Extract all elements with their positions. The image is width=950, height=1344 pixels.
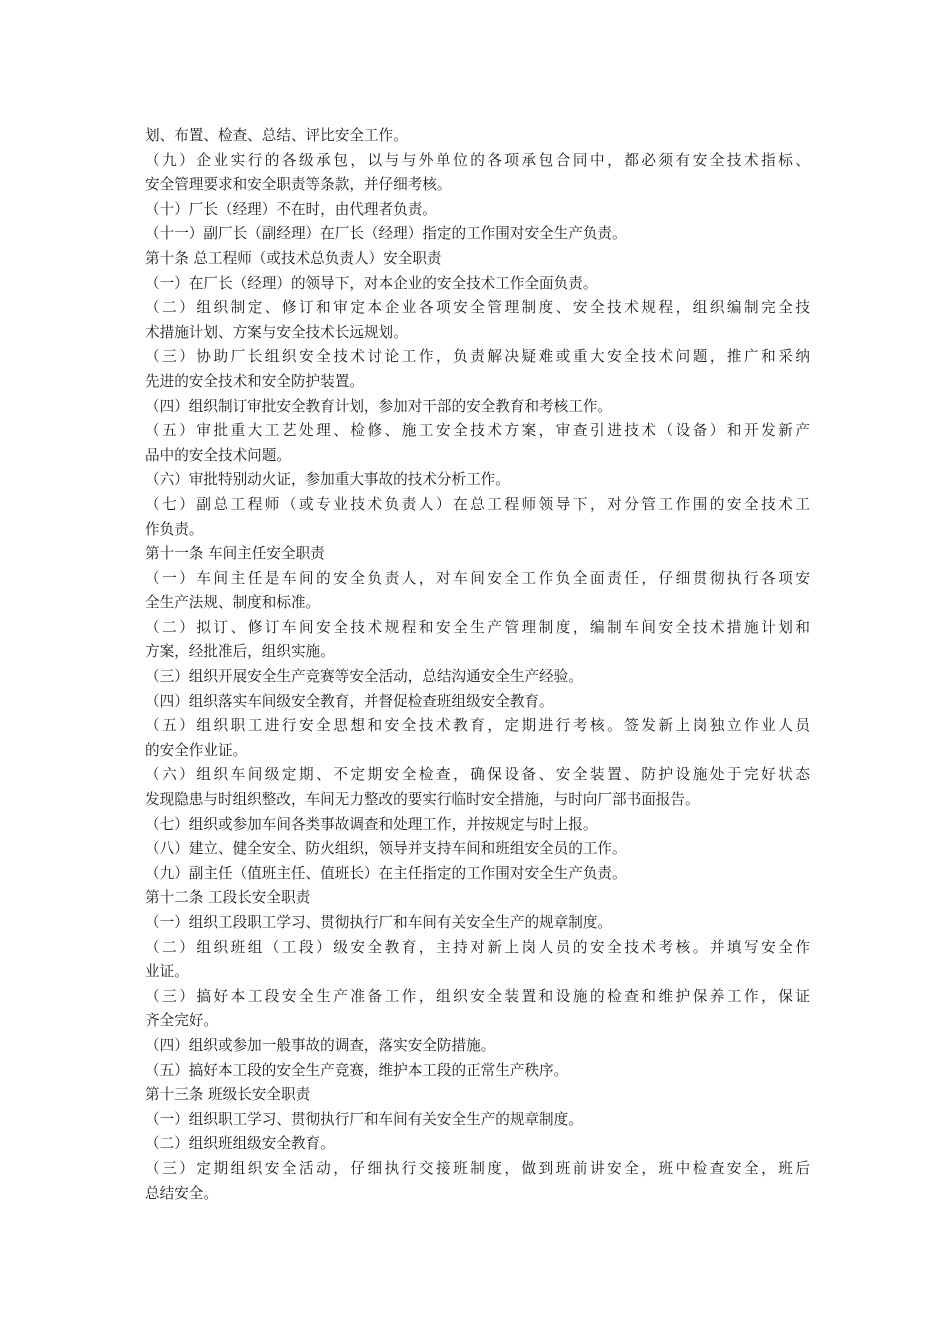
text-line: （二）拟订、修订车间安全技术规程和安全生产管理制度，编制车间安全技术措施计划和 <box>145 618 810 636</box>
text-line: （二）组织制定、修订和审定本企业各项安全管理制度、安全技术规程，组织编制完全技 <box>145 299 810 317</box>
text-line: （七）副总工程师（或专业技术负责人）在总工程师领导下，对分管工作围的安全技术工 <box>145 495 810 513</box>
text-line: 第十条 总工程师（或技术总负责人）安全职责 <box>145 249 442 267</box>
text-line: （五）审批重大工艺处理、检修、施工安全技术方案，审查引进技术（设备）和开发新产 <box>145 422 810 440</box>
text-line: 作负责。 <box>145 520 204 538</box>
text-line: （三）定期组织安全活动，仔细执行交接班制度，做到班前讲安全，班中检查安全，班后 <box>145 1159 810 1177</box>
text-line: （四）组织制订审批安全教育计划，参加对干部的安全教育和考核工作。 <box>145 397 613 415</box>
text-line: （四）组织或参加一般事故的调查，落实安全防措施。 <box>145 1036 496 1054</box>
text-line: 品中的安全技术问题。 <box>145 446 291 464</box>
text-line: 术措施计划、方案与安全技术长远规划。 <box>145 323 408 341</box>
text-line: （三）协助厂长组织安全技术讨论工作，负责解决疑难或重大安全技术问题，推广和采纳 <box>145 348 810 366</box>
text-line: 第十一条 车间主任安全职责 <box>145 545 325 563</box>
text-line: （一）车间主任是车间的安全负责人，对车间安全工作负全面责任，仔细贯彻执行各项安 <box>145 569 810 587</box>
text-line: （三）搞好本工段安全生产准备工作，组织安全装置和设施的检查和维护保养工作，保证 <box>145 987 810 1005</box>
text-line: （十）厂长（经理）不在时，由代理者负责。 <box>145 200 437 218</box>
text-line: （九）副主任（值班主任、值班长）在主任指定的工作围对安全生产负责。 <box>145 864 627 882</box>
text-line: （六）组织车间级定期、不定期安全检查，确保设备、安全装置、防护设施处于完好状态 <box>145 766 810 784</box>
text-line: 第十二条 工段长安全职责 <box>145 889 311 907</box>
text-line: （二）组织班组级安全教育。 <box>145 1135 335 1153</box>
text-line: 齐全完好。 <box>145 1012 218 1030</box>
text-line: （二）组织班组（工段）级安全教育，主持对新上岗人员的安全技术考核。并填写安全作 <box>145 938 810 956</box>
text-line: 总结安全。 <box>145 1184 218 1202</box>
text-line: 发现隐患与时组织整改，车间无力整改的要实行临时安全措施，与时向厂部书面报告。 <box>145 791 700 809</box>
text-line: （五）搞好本工段的安全生产竞赛，维护本工段的正常生产秩序。 <box>145 1061 569 1079</box>
text-line: 的安全作业证。 <box>145 741 248 759</box>
text-line: 方案，经批准后，组织实施。 <box>145 643 335 661</box>
text-line: （五）组织职工进行安全思想和安全技术教育，定期进行考核。签发新上岗独立作业人员 <box>145 717 810 735</box>
text-line: （八）建立、健全安全、防火组织，领导并支持车间和班组安全员的工作。 <box>145 840 627 858</box>
text-line: 业证。 <box>145 963 189 981</box>
text-line: （十一）副厂长（副经理）在厂长（经理）指定的工作围对安全生产负责。 <box>145 225 627 243</box>
text-line: （一）组织工段职工学习、贯彻执行厂和车间有关安全生产的规章制度。 <box>145 914 613 931</box>
text-line: （三）组织开展安全生产竞赛等安全活动，总结沟通安全生产经验。 <box>145 668 583 686</box>
text-line: （一）组织职工学习、贯彻执行厂和车间有关安全生产的规章制度。 <box>145 1110 583 1128</box>
text-line: （六）审批特别动火证，参加重大事故的技术分析工作。 <box>145 471 510 489</box>
document-body <box>145 124 810 1206</box>
text-line: （九）企业实行的各级承包，以与与外单位的各项承包合同中，都必须有安全技术指标、 <box>145 151 810 169</box>
text-line: 全生产法规、制度和标准。 <box>145 594 321 612</box>
text-line: （七）组织或参加车间各类事故调查和处理工作，并按规定与时上报。 <box>145 815 598 833</box>
text-line: 安全管理要求和安全职责等条款，并仔细考核。 <box>145 176 452 194</box>
text-line: （四）组织落实车间级安全教育，并督促检查班组级安全教育。 <box>145 692 554 710</box>
text-line: （一）在厂长（经理）的领导下，对本企业的安全技术工作全面负责。 <box>145 274 598 292</box>
text-line: 划、布置、检查、总结、评比安全工作。 <box>145 127 408 144</box>
text-line: 第十三条 班级长安全职责 <box>145 1086 311 1104</box>
text-line: 先进的安全技术和安全防护装置。 <box>145 372 364 390</box>
